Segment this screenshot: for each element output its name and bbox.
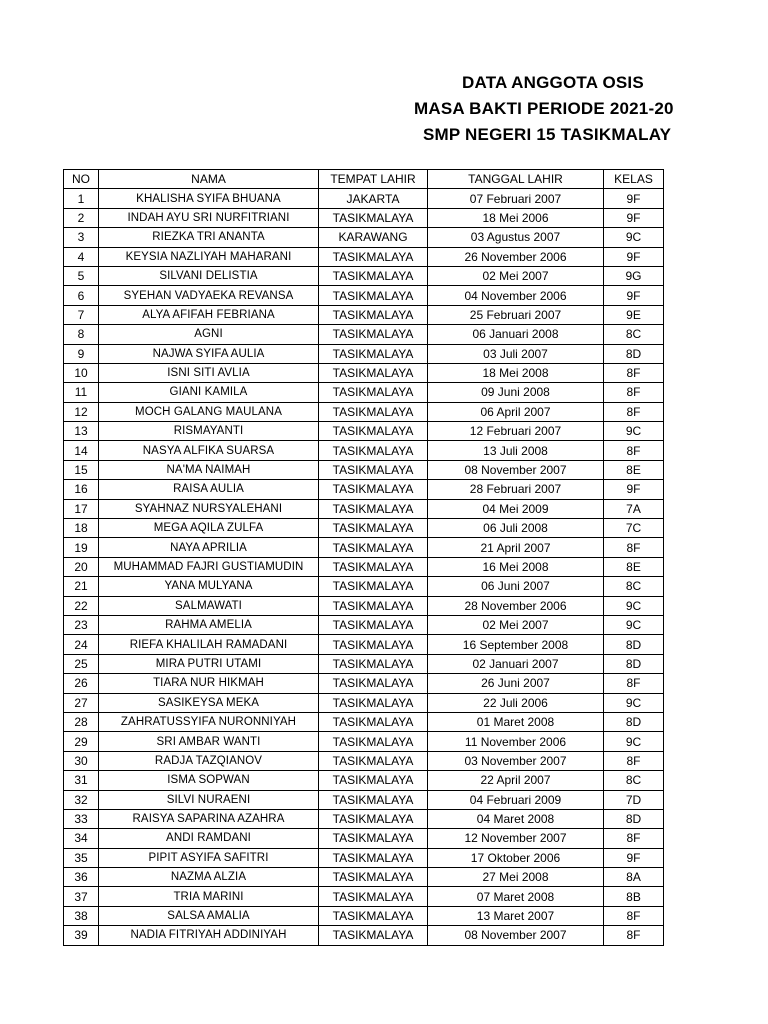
cell-nama: SASIKEYSA MEKA: [99, 693, 319, 712]
cell-tanggal-lahir: 02 Mei 2007: [428, 615, 604, 634]
cell-nama: ANDI RAMDANI: [99, 829, 319, 848]
cell-no: 20: [64, 557, 99, 576]
cell-tempat-lahir: TASIKMALAYA: [319, 402, 428, 421]
cell-tanggal-lahir: 11 November 2006: [428, 732, 604, 751]
cell-tanggal-lahir: 06 April 2007: [428, 402, 604, 421]
cell-kelas: 8D: [604, 809, 664, 828]
cell-tanggal-lahir: 03 Agustus 2007: [428, 228, 604, 247]
cell-no: 37: [64, 887, 99, 906]
cell-kelas: 8D: [604, 654, 664, 673]
column-header-kelas: KELAS: [604, 170, 664, 189]
cell-no: 25: [64, 654, 99, 673]
table-row: [64, 887, 664, 906]
cell-tanggal-lahir: 12 November 2007: [428, 829, 604, 848]
cell-nama: NAYA APRILIA: [99, 538, 319, 557]
cell-kelas: 8E: [604, 557, 664, 576]
table-row: [64, 654, 664, 673]
column-header-tempat-lahir: TEMPAT LAHIR: [319, 170, 428, 189]
cell-tanggal-lahir: 22 Juli 2006: [428, 693, 604, 712]
cell-kelas: 9F: [604, 189, 664, 208]
cell-kelas: 8C: [604, 771, 664, 790]
cell-tanggal-lahir: 09 Juni 2008: [428, 383, 604, 402]
cell-tanggal-lahir: 25 Februari 2007: [428, 305, 604, 324]
cell-kelas: 8C: [604, 325, 664, 344]
cell-tanggal-lahir: 18 Mei 2008: [428, 363, 604, 382]
cell-tanggal-lahir: 04 Maret 2008: [428, 809, 604, 828]
cell-no: 16: [64, 480, 99, 499]
table-row: [64, 635, 664, 654]
cell-no: 14: [64, 441, 99, 460]
column-header-tanggal-lahir: TANGGAL LAHIR: [428, 170, 604, 189]
cell-kelas: 8F: [604, 751, 664, 770]
cell-nama: NAJWA SYIFA AULIA: [99, 344, 319, 363]
cell-kelas: 8F: [604, 829, 664, 848]
cell-nama: RIEFA KHALILAH RAMADANI: [99, 635, 319, 654]
cell-kelas: 7C: [604, 519, 664, 538]
table-row: [64, 829, 664, 848]
table-row: [64, 596, 664, 615]
cell-nama: SYAHNAZ NURSYALEHANI: [99, 499, 319, 518]
cell-no: 34: [64, 829, 99, 848]
cell-kelas: 8D: [604, 712, 664, 731]
cell-tanggal-lahir: 06 Juni 2007: [428, 577, 604, 596]
cell-kelas: 8F: [604, 538, 664, 557]
cell-no: 24: [64, 635, 99, 654]
cell-kelas: 8F: [604, 402, 664, 421]
cell-tanggal-lahir: 02 Mei 2007: [428, 266, 604, 285]
cell-no: 39: [64, 926, 99, 945]
cell-tempat-lahir: TASIKMALAYA: [319, 422, 428, 441]
cell-tempat-lahir: TASIKMALAYA: [319, 790, 428, 809]
table-row: [64, 557, 664, 576]
table-header-row: [64, 170, 664, 189]
cell-tanggal-lahir: 22 April 2007: [428, 771, 604, 790]
cell-kelas: 9F: [604, 480, 664, 499]
table-row: [64, 693, 664, 712]
table-row: [64, 363, 664, 382]
cell-tanggal-lahir: 18 Mei 2006: [428, 208, 604, 227]
cell-no: 4: [64, 247, 99, 266]
cell-tanggal-lahir: 01 Maret 2008: [428, 712, 604, 731]
cell-tanggal-lahir: 27 Mei 2008: [428, 868, 604, 887]
cell-nama: SILVI NURAENI: [99, 790, 319, 809]
cell-kelas: 9C: [604, 732, 664, 751]
cell-tempat-lahir: TASIKMALAYA: [319, 208, 428, 227]
cell-nama: SRI AMBAR WANTI: [99, 732, 319, 751]
cell-kelas: 8B: [604, 887, 664, 906]
cell-no: 13: [64, 422, 99, 441]
table-row: [64, 790, 664, 809]
cell-tanggal-lahir: 04 November 2006: [428, 286, 604, 305]
cell-nama: RISMAYANTI: [99, 422, 319, 441]
cell-nama: MEGA AQILA ZULFA: [99, 519, 319, 538]
cell-kelas: 9C: [604, 615, 664, 634]
table-row: [64, 712, 664, 731]
table-row: [64, 538, 664, 557]
cell-tempat-lahir: TASIKMALAYA: [319, 693, 428, 712]
cell-kelas: 8C: [604, 577, 664, 596]
cell-tempat-lahir: TASIKMALAYA: [319, 441, 428, 460]
cell-no: 10: [64, 363, 99, 382]
cell-nama: RAHMA AMELIA: [99, 615, 319, 634]
cell-kelas: 8F: [604, 674, 664, 693]
cell-no: 19: [64, 538, 99, 557]
cell-tempat-lahir: JAKARTA: [319, 189, 428, 208]
cell-kelas: 7D: [604, 790, 664, 809]
table-row: [64, 480, 664, 499]
table-row: [64, 383, 664, 402]
cell-nama: AGNI: [99, 325, 319, 344]
cell-tanggal-lahir: 08 November 2007: [428, 926, 604, 945]
cell-no: 26: [64, 674, 99, 693]
table-row: [64, 228, 664, 247]
document-period: MASA BAKTI PERIODE 2021-20: [414, 99, 674, 118]
cell-kelas: 9F: [604, 247, 664, 266]
cell-tanggal-lahir: 13 Maret 2007: [428, 906, 604, 925]
cell-tanggal-lahir: 26 Juni 2007: [428, 674, 604, 693]
cell-kelas: 9F: [604, 208, 664, 227]
cell-tempat-lahir: TASIKMALAYA: [319, 344, 428, 363]
table-row: [64, 422, 664, 441]
table-row: [64, 809, 664, 828]
cell-kelas: 7A: [604, 499, 664, 518]
cell-no: 38: [64, 906, 99, 925]
cell-no: 5: [64, 266, 99, 285]
table-row: [64, 771, 664, 790]
cell-kelas: 8A: [604, 868, 664, 887]
cell-no: 29: [64, 732, 99, 751]
cell-nama: RAISA AULIA: [99, 480, 319, 499]
cell-tempat-lahir: TASIKMALAYA: [319, 363, 428, 382]
table-row: [64, 305, 664, 324]
cell-tanggal-lahir: 17 Oktober 2006: [428, 848, 604, 867]
cell-kelas: 8F: [604, 441, 664, 460]
cell-tempat-lahir: TASIKMALAYA: [319, 383, 428, 402]
cell-kelas: 9C: [604, 422, 664, 441]
cell-no: 17: [64, 499, 99, 518]
cell-no: 3: [64, 228, 99, 247]
cell-kelas: 8F: [604, 926, 664, 945]
cell-tempat-lahir: TASIKMALAYA: [319, 868, 428, 887]
cell-tempat-lahir: TASIKMALAYA: [319, 596, 428, 615]
cell-tempat-lahir: TASIKMALAYA: [319, 615, 428, 634]
table-row: [64, 674, 664, 693]
cell-tanggal-lahir: 28 November 2006: [428, 596, 604, 615]
cell-nama: NASYA ALFIKA SUARSA: [99, 441, 319, 460]
cell-tanggal-lahir: 26 November 2006: [428, 247, 604, 266]
table-row: [64, 344, 664, 363]
cell-tanggal-lahir: 13 Juli 2008: [428, 441, 604, 460]
cell-tanggal-lahir: 12 Februari 2007: [428, 422, 604, 441]
cell-nama: ALYA AFIFAH FEBRIANA: [99, 305, 319, 324]
table-row: [64, 266, 664, 285]
cell-nama: KEYSIA NAZLIYAH MAHARANI: [99, 247, 319, 266]
document-title: DATA ANGGOTA OSIS: [462, 73, 644, 92]
cell-nama: INDAH AYU SRI NURFITRIANI: [99, 208, 319, 227]
cell-nama: TIARA NUR HIKMAH: [99, 674, 319, 693]
table-row: [64, 325, 664, 344]
cell-no: 6: [64, 286, 99, 305]
cell-tempat-lahir: TASIKMALAYA: [319, 519, 428, 538]
cell-tempat-lahir: KARAWANG: [319, 228, 428, 247]
cell-tempat-lahir: TASIKMALAYA: [319, 771, 428, 790]
cell-tanggal-lahir: 04 Februari 2009: [428, 790, 604, 809]
table-row: [64, 499, 664, 518]
cell-nama: KHALISHA SYIFA BHUANA: [99, 189, 319, 208]
member-table: [63, 169, 664, 946]
cell-no: 30: [64, 751, 99, 770]
cell-tempat-lahir: TASIKMALAYA: [319, 557, 428, 576]
column-header-nama: NAMA: [99, 170, 319, 189]
cell-no: 18: [64, 519, 99, 538]
cell-no: 7: [64, 305, 99, 324]
cell-tanggal-lahir: 16 September 2008: [428, 635, 604, 654]
cell-tempat-lahir: TASIKMALAYA: [319, 906, 428, 925]
cell-tanggal-lahir: 03 Juli 2007: [428, 344, 604, 363]
cell-no: 33: [64, 809, 99, 828]
table-row: [64, 732, 664, 751]
cell-kelas: 9C: [604, 693, 664, 712]
cell-kelas: 8F: [604, 906, 664, 925]
cell-no: 36: [64, 868, 99, 887]
cell-nama: TRIA MARINI: [99, 887, 319, 906]
cell-tempat-lahir: TASIKMALAYA: [319, 809, 428, 828]
table-row: [64, 247, 664, 266]
cell-nama: NA'MA NAIMAH: [99, 460, 319, 479]
table-body: [64, 189, 664, 945]
table-row: [64, 286, 664, 305]
cell-no: 28: [64, 712, 99, 731]
cell-nama: SALMAWATI: [99, 596, 319, 615]
cell-nama: YANA MULYANA: [99, 577, 319, 596]
cell-tempat-lahir: TASIKMALAYA: [319, 499, 428, 518]
cell-tempat-lahir: TASIKMALAYA: [319, 286, 428, 305]
cell-tanggal-lahir: 07 Februari 2007: [428, 189, 604, 208]
cell-tempat-lahir: TASIKMALAYA: [319, 577, 428, 596]
cell-tanggal-lahir: 02 Januari 2007: [428, 654, 604, 673]
document-school: SMP NEGERI 15 TASIKMALAY: [423, 125, 672, 144]
cell-tempat-lahir: TASIKMALAYA: [319, 926, 428, 945]
cell-no: 11: [64, 383, 99, 402]
cell-nama: MOCH GALANG MAULANA: [99, 402, 319, 421]
cell-nama: RIEZKA TRI ANANTA: [99, 228, 319, 247]
cell-tempat-lahir: TASIKMALAYA: [319, 829, 428, 848]
cell-tempat-lahir: TASIKMALAYA: [319, 887, 428, 906]
cell-kelas: 8D: [604, 635, 664, 654]
cell-nama: NADIA FITRIYAH ADDINIYAH: [99, 926, 319, 945]
cell-no: 35: [64, 848, 99, 867]
cell-tanggal-lahir: 03 November 2007: [428, 751, 604, 770]
cell-tempat-lahir: TASIKMALAYA: [319, 848, 428, 867]
cell-no: 2: [64, 208, 99, 227]
cell-tempat-lahir: TASIKMALAYA: [319, 635, 428, 654]
cell-kelas: 9C: [604, 228, 664, 247]
cell-nama: ZAHRATUSSYIFA NURONNIYAH: [99, 712, 319, 731]
table-row: [64, 402, 664, 421]
cell-tempat-lahir: TASIKMALAYA: [319, 305, 428, 324]
cell-tanggal-lahir: 06 Juli 2008: [428, 519, 604, 538]
table-row: [64, 519, 664, 538]
cell-tanggal-lahir: 04 Mei 2009: [428, 499, 604, 518]
cell-no: 22: [64, 596, 99, 615]
cell-tanggal-lahir: 07 Maret 2008: [428, 887, 604, 906]
cell-nama: NAZMA ALZIA: [99, 868, 319, 887]
table-row: [64, 615, 664, 634]
cell-nama: SALSA AMALIA: [99, 906, 319, 925]
cell-nama: PIPIT ASYIFA SAFITRI: [99, 848, 319, 867]
cell-no: 12: [64, 402, 99, 421]
cell-tempat-lahir: TASIKMALAYA: [319, 538, 428, 557]
cell-nama: RAISYA SAPARINA AZAHRA: [99, 809, 319, 828]
cell-tanggal-lahir: 16 Mei 2008: [428, 557, 604, 576]
cell-no: 8: [64, 325, 99, 344]
cell-tanggal-lahir: 06 Januari 2008: [428, 325, 604, 344]
cell-kelas: 9F: [604, 848, 664, 867]
cell-kelas: 8F: [604, 383, 664, 402]
column-header-no: NO: [64, 170, 99, 189]
cell-tanggal-lahir: 08 November 2007: [428, 460, 604, 479]
cell-tempat-lahir: TASIKMALAYA: [319, 460, 428, 479]
cell-no: 32: [64, 790, 99, 809]
cell-no: 31: [64, 771, 99, 790]
cell-no: 27: [64, 693, 99, 712]
cell-kelas: 8D: [604, 344, 664, 363]
cell-kelas: 9C: [604, 596, 664, 615]
cell-tempat-lahir: TASIKMALAYA: [319, 480, 428, 499]
cell-nama: ISMA SOPWAN: [99, 771, 319, 790]
cell-nama: ISNI SITI AVLIA: [99, 363, 319, 382]
cell-no: 15: [64, 460, 99, 479]
table-row: [64, 926, 664, 945]
cell-nama: RADJA TAZQIANOV: [99, 751, 319, 770]
cell-kelas: 8F: [604, 363, 664, 382]
table-row: [64, 441, 664, 460]
cell-nama: GIANI KAMILA: [99, 383, 319, 402]
cell-kelas: 9F: [604, 286, 664, 305]
cell-tanggal-lahir: 28 Februari 2007: [428, 480, 604, 499]
cell-nama: MIRA PUTRI UTAMI: [99, 654, 319, 673]
cell-tempat-lahir: TASIKMALAYA: [319, 325, 428, 344]
cell-nama: SYEHAN VADYAEKA REVANSA: [99, 286, 319, 305]
table-row: [64, 577, 664, 596]
cell-no: 1: [64, 189, 99, 208]
cell-no: 9: [64, 344, 99, 363]
table-row: [64, 906, 664, 925]
cell-tempat-lahir: TASIKMALAYA: [319, 247, 428, 266]
table-row: [64, 868, 664, 887]
table-row: [64, 848, 664, 867]
cell-tempat-lahir: TASIKMALAYA: [319, 732, 428, 751]
cell-kelas: 9E: [604, 305, 664, 324]
table-row: [64, 751, 664, 770]
cell-no: 23: [64, 615, 99, 634]
cell-tempat-lahir: TASIKMALAYA: [319, 266, 428, 285]
cell-kelas: 9G: [604, 266, 664, 285]
table-row: [64, 208, 664, 227]
cell-tempat-lahir: TASIKMALAYA: [319, 712, 428, 731]
cell-tempat-lahir: TASIKMALAYA: [319, 654, 428, 673]
cell-nama: SILVANI DELISTIA: [99, 266, 319, 285]
cell-tempat-lahir: TASIKMALAYA: [319, 751, 428, 770]
table-row: [64, 189, 664, 208]
cell-kelas: 8E: [604, 460, 664, 479]
cell-tempat-lahir: TASIKMALAYA: [319, 674, 428, 693]
cell-tanggal-lahir: 21 April 2007: [428, 538, 604, 557]
cell-nama: MUHAMMAD FAJRI GUSTIAMUDIN: [99, 557, 319, 576]
table-row: [64, 460, 664, 479]
cell-no: 21: [64, 577, 99, 596]
